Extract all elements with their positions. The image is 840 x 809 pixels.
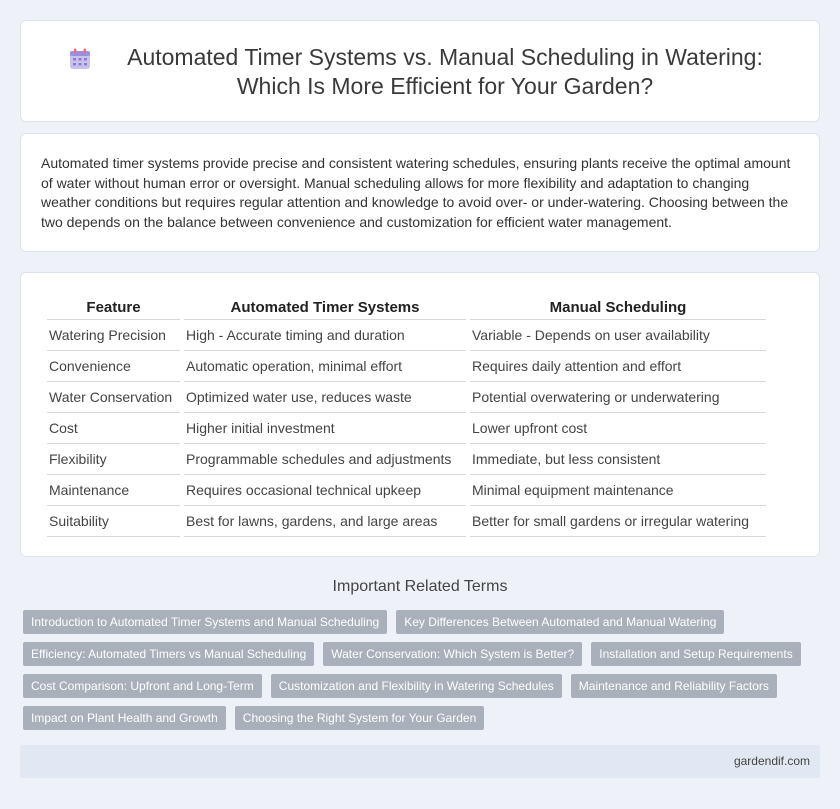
table-cell: Minimal equipment maintenance — [470, 475, 766, 506]
table-cell: Requires daily attention and effort — [470, 351, 766, 382]
table-cell: Programmable schedules and adjustments — [184, 444, 466, 475]
tag-row — [20, 674, 820, 698]
tag-row — [20, 706, 820, 730]
table-cell: Suitability — [47, 506, 180, 537]
header-manual: Manual Scheduling — [470, 295, 766, 320]
related-tag[interactable]: Cost Comparison: Upfront and Long-Term — [23, 674, 262, 698]
comparison-table — [43, 295, 770, 537]
header-automated: Automated Timer Systems — [184, 295, 466, 320]
related-tag[interactable]: Impact on Plant Health and Growth — [23, 706, 226, 730]
table-row — [47, 475, 766, 506]
related-tag[interactable]: Choosing the Right System for Your Garden — [235, 706, 484, 730]
table-cell: Variable - Depends on user availability — [470, 320, 766, 351]
related-tag[interactable]: Customization and Flexibility in Watering Schedules — [271, 674, 562, 698]
footer-site-link[interactable]: gardendif.com — [733, 754, 810, 768]
table-cell: Lower upfront cost — [470, 413, 766, 444]
table-row — [47, 382, 766, 413]
table-row — [47, 320, 766, 351]
footer — [20, 745, 820, 778]
related-tag[interactable]: Key Differences Between Automated and Manual Watering — [396, 610, 724, 634]
table-row — [47, 351, 766, 382]
table-cell: Water Conservation — [47, 382, 180, 413]
intro-paragraph: Automated timer systems provide precise and consistent watering schedules, ensuring plants receive the optimal amount of water without human error or oversight. Manual scheduling allows for more flexibility and adaptation to changing weather conditions but requires regular attention and knowledge to avoid over- or under-watering. Choosing between the two depends on the balance between convenience and customization for efficient water management. — [41, 155, 791, 230]
table-cell: Convenience — [47, 351, 180, 382]
tag-row — [20, 642, 820, 666]
table-cell: Watering Precision — [47, 320, 180, 351]
table-cell: Cost — [47, 413, 180, 444]
related-terms-title: Important Related Terms — [332, 578, 508, 595]
table-cell: Immediate, but less consistent — [470, 444, 766, 475]
header-card — [20, 20, 820, 122]
related-tag[interactable]: Efficiency: Automated Timers vs Manual Scheduling — [23, 642, 314, 666]
page-title: Automated Timer Systems vs. Manual Scheduling in Watering: Which Is More Efficient for Your Garden? — [127, 44, 763, 99]
related-tag[interactable]: Introduction to Automated Timer Systems and Manual Scheduling — [23, 610, 387, 634]
related-tag[interactable]: Maintenance and Reliability Factors — [571, 674, 777, 698]
table-cell: Optimized water use, reduces waste — [184, 382, 466, 413]
table-cell: Better for small gardens or irregular watering — [470, 506, 766, 537]
tag-row — [20, 610, 820, 634]
table-cell: Higher initial investment — [184, 413, 466, 444]
comparison-card — [20, 272, 820, 557]
table-cell: Best for lawns, gardens, and large areas — [184, 506, 466, 537]
table-cell: Automatic operation, minimal effort — [184, 351, 466, 382]
calendar-icon — [69, 48, 91, 70]
table-cell: Flexibility — [47, 444, 180, 475]
intro-card — [20, 133, 820, 252]
related-terms-list — [20, 610, 820, 738]
header-feature: Feature — [47, 295, 180, 320]
table-row — [47, 506, 766, 537]
related-tag[interactable]: Water Conservation: Which System is Better? — [323, 642, 582, 666]
table-row — [47, 413, 766, 444]
table-header-row — [47, 295, 766, 320]
table-cell: High - Accurate timing and duration — [184, 320, 466, 351]
table-cell: Requires occasional technical upkeep — [184, 475, 466, 506]
related-tag[interactable]: Installation and Setup Requirements — [591, 642, 800, 666]
table-row — [47, 444, 766, 475]
table-cell: Potential overwatering or underwatering — [470, 382, 766, 413]
table-cell: Maintenance — [47, 475, 180, 506]
